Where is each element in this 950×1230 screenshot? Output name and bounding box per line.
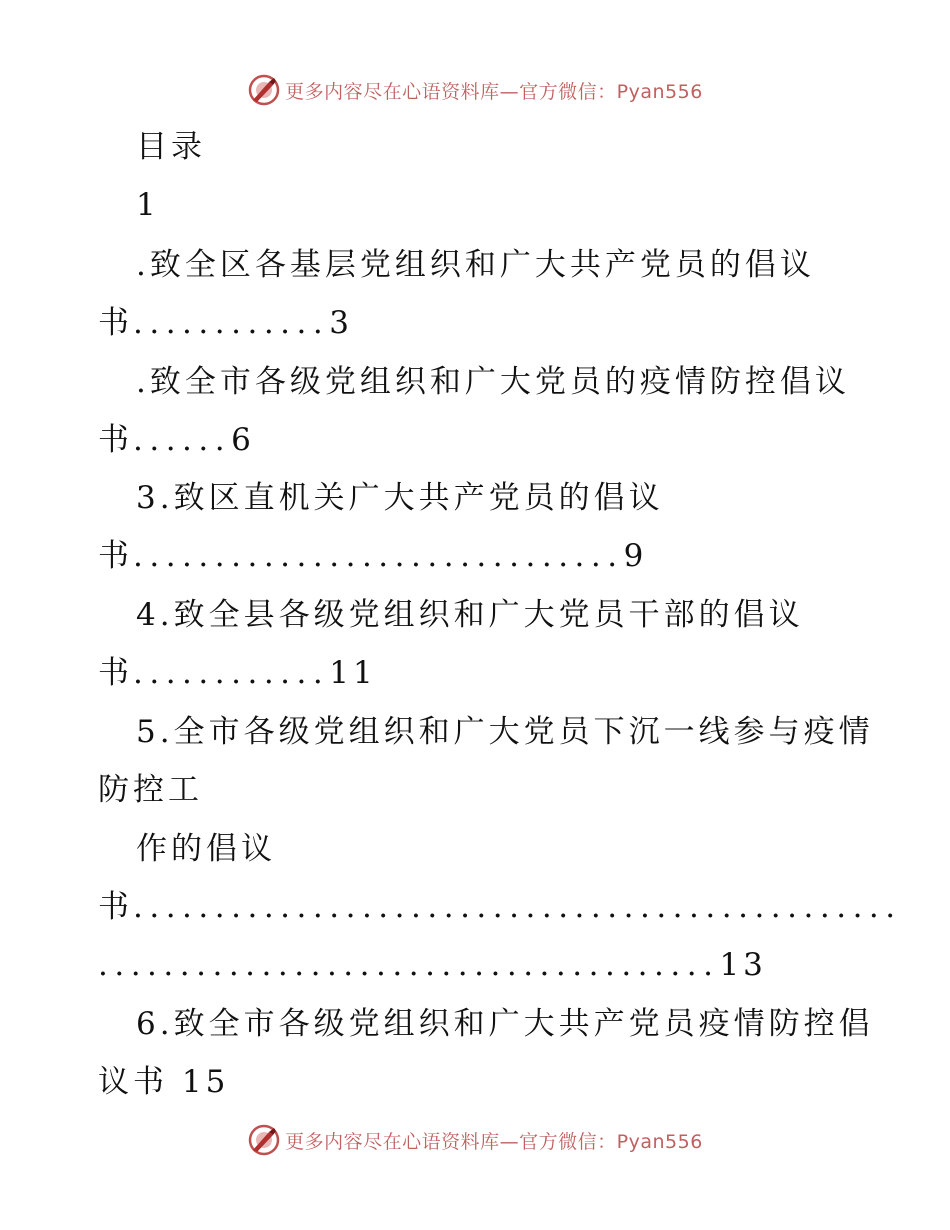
toc-entry-5-title-cont: 防控工: [98, 772, 203, 808]
toc-entry-5-dots-cont: ......................................: [98, 947, 720, 983]
toc-entry-4-title-end: 书: [98, 655, 133, 691]
toc-heading: 目录: [136, 129, 206, 165]
toc-entry-1-title: .致全区各基层党组织和广大共产党员的倡议: [136, 247, 815, 283]
toc-entry-5-title-end: 书: [98, 889, 133, 925]
toc-entry-5-leader-cont: [98, 945, 767, 985]
banner-text: 更多内容尽在心语资料库—官方微信：Pyan556: [285, 80, 703, 103]
toc-entry-2-leader: [98, 420, 255, 460]
pen-circle-logo-icon: [247, 73, 281, 107]
toc-entry-2-title: .致全市各级党组织和广大党员的疫情防控倡议: [136, 364, 850, 400]
toc-entry-3-page: 9: [623, 538, 648, 574]
banner-text: 更多内容尽在心语资料库—官方微信：Pyan556: [285, 1130, 703, 1153]
toc-entry-5-dots: ...............................................: [133, 889, 902, 925]
pen-circle-logo-icon: [247, 1123, 281, 1157]
toc-entry-4-title: 4.致全县各级党组织和广大党员干部的倡议: [136, 597, 804, 633]
toc-entry-4-page: 11: [329, 655, 377, 691]
toc-entry-1-leader: [98, 303, 353, 343]
page-marker: 1: [136, 187, 160, 223]
toc-entry-1-page: 3: [329, 305, 353, 341]
toc-entry-3-dots: ..............................: [133, 538, 624, 574]
toc-entry-6-title: 6.致全市各级党组织和广大共产党员疫情防控倡: [136, 1006, 874, 1042]
toc-entry-3-title: 3.致区直机关广大共产党员的倡议: [136, 480, 664, 516]
toc-entry-5-title: 5.全市各级党组织和广大党员下沉一线参与疫情: [136, 714, 874, 750]
footer-banner: [0, 1118, 950, 1162]
toc-entry-2-dots: ......: [133, 422, 232, 458]
toc-entry-3-title-end: 书: [98, 538, 133, 574]
toc-entry-2-title-end: 书: [98, 422, 133, 458]
toc-entry-5-leader: [98, 887, 902, 927]
toc-entry-4-leader: [98, 653, 377, 693]
toc-entry-4-dots: ............: [133, 655, 330, 691]
toc-entry-2-page: 6: [231, 422, 255, 458]
toc-entry-5-title-cont-2: 作的倡议: [136, 831, 276, 867]
toc-entry-1-dots: ............: [133, 305, 330, 341]
toc-entry-5-page: 13: [719, 947, 767, 983]
header-banner: [0, 68, 950, 112]
toc-entry-6-title-end: 议书 15: [98, 1064, 230, 1100]
toc-entry-1-title-end: 书: [98, 305, 133, 341]
toc-entry-3-leader: [98, 536, 647, 576]
